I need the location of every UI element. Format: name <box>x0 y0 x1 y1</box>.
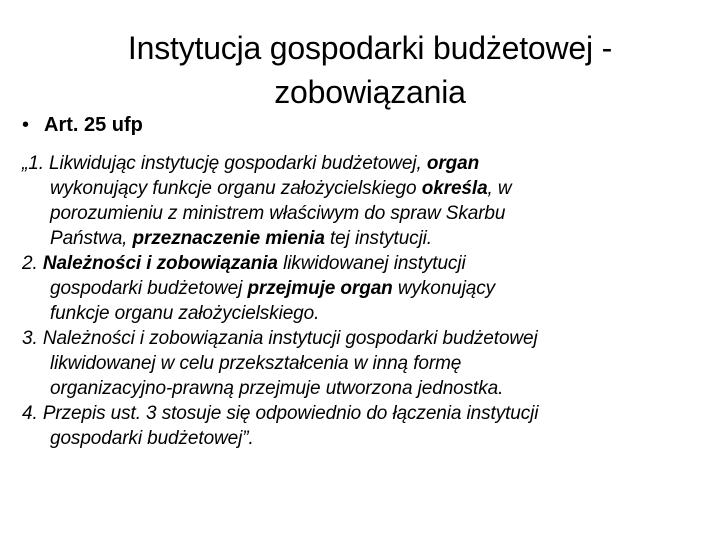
text-run: likwidowanej w celu przekształcenia w inną formę <box>50 353 462 374</box>
paragraph-line <box>22 226 712 251</box>
paragraph-line <box>22 151 712 176</box>
text-run: organizacyjno-prawną przejmuje utworzona jednostka. <box>50 378 504 399</box>
text-run: gospodarki budżetowej <box>50 278 248 299</box>
text-run: Państwa, <box>50 228 133 249</box>
text-run: gospodarki budżetowej”. <box>50 428 254 449</box>
paragraph-3 <box>22 326 712 401</box>
text-run: porozumieniu z ministrem właściwym do spraw Skarbu <box>50 203 506 224</box>
paragraph-line <box>22 326 712 351</box>
paragraph-line <box>22 301 712 326</box>
paragraph-line <box>22 401 712 426</box>
text-run: 2. <box>22 253 43 274</box>
paragraph-line <box>22 426 712 451</box>
text-run: tej instytucji. <box>324 228 432 249</box>
paragraph-2 <box>22 251 712 326</box>
bullet-dot: • <box>22 114 30 136</box>
emphasis-text: określa <box>421 178 488 199</box>
slide-title <box>40 26 700 114</box>
paragraph-line <box>22 251 712 276</box>
paragraph-line <box>22 351 712 376</box>
text-run: funkcje organu założycielskiego. <box>50 303 320 324</box>
emphasis-text: przejmuje organ <box>247 278 393 299</box>
text-run: 3. Należności i zobowiązania instytucji gospodarki budżetowej <box>22 328 538 349</box>
slide-title-line-1: Instytucja gospodarki budżetowej - <box>127 30 613 66</box>
text-run: , w <box>487 178 512 199</box>
paragraph-4 <box>22 401 712 451</box>
bullet-text: Art. 25 ufp <box>44 114 143 136</box>
text-run: 4. Przepis ust. 3 stosuje się odpowiednio do łączenia instytucji <box>22 403 539 424</box>
paragraph-line <box>22 201 712 226</box>
paragraph-line <box>22 176 712 201</box>
text-run: „1. Likwidując instytucję gospodarki budżetowej, <box>22 153 427 174</box>
emphasis-text: organ <box>426 153 480 174</box>
paragraph-line <box>22 276 712 301</box>
bullet-item <box>22 113 143 137</box>
emphasis-text: przeznaczenie mienia <box>132 228 325 249</box>
text-run: wykonujący funkcje organu założycielskiego <box>50 178 422 199</box>
slide-title-line-2: zobowiązania <box>274 74 466 110</box>
emphasis-text: Należności i zobowiązania <box>42 253 278 274</box>
article-text <box>22 151 712 451</box>
text-run: wykonujący <box>392 278 496 299</box>
paragraph-line <box>22 376 712 401</box>
paragraph-1 <box>22 151 712 251</box>
text-run: likwidowanej instytucji <box>277 253 466 274</box>
